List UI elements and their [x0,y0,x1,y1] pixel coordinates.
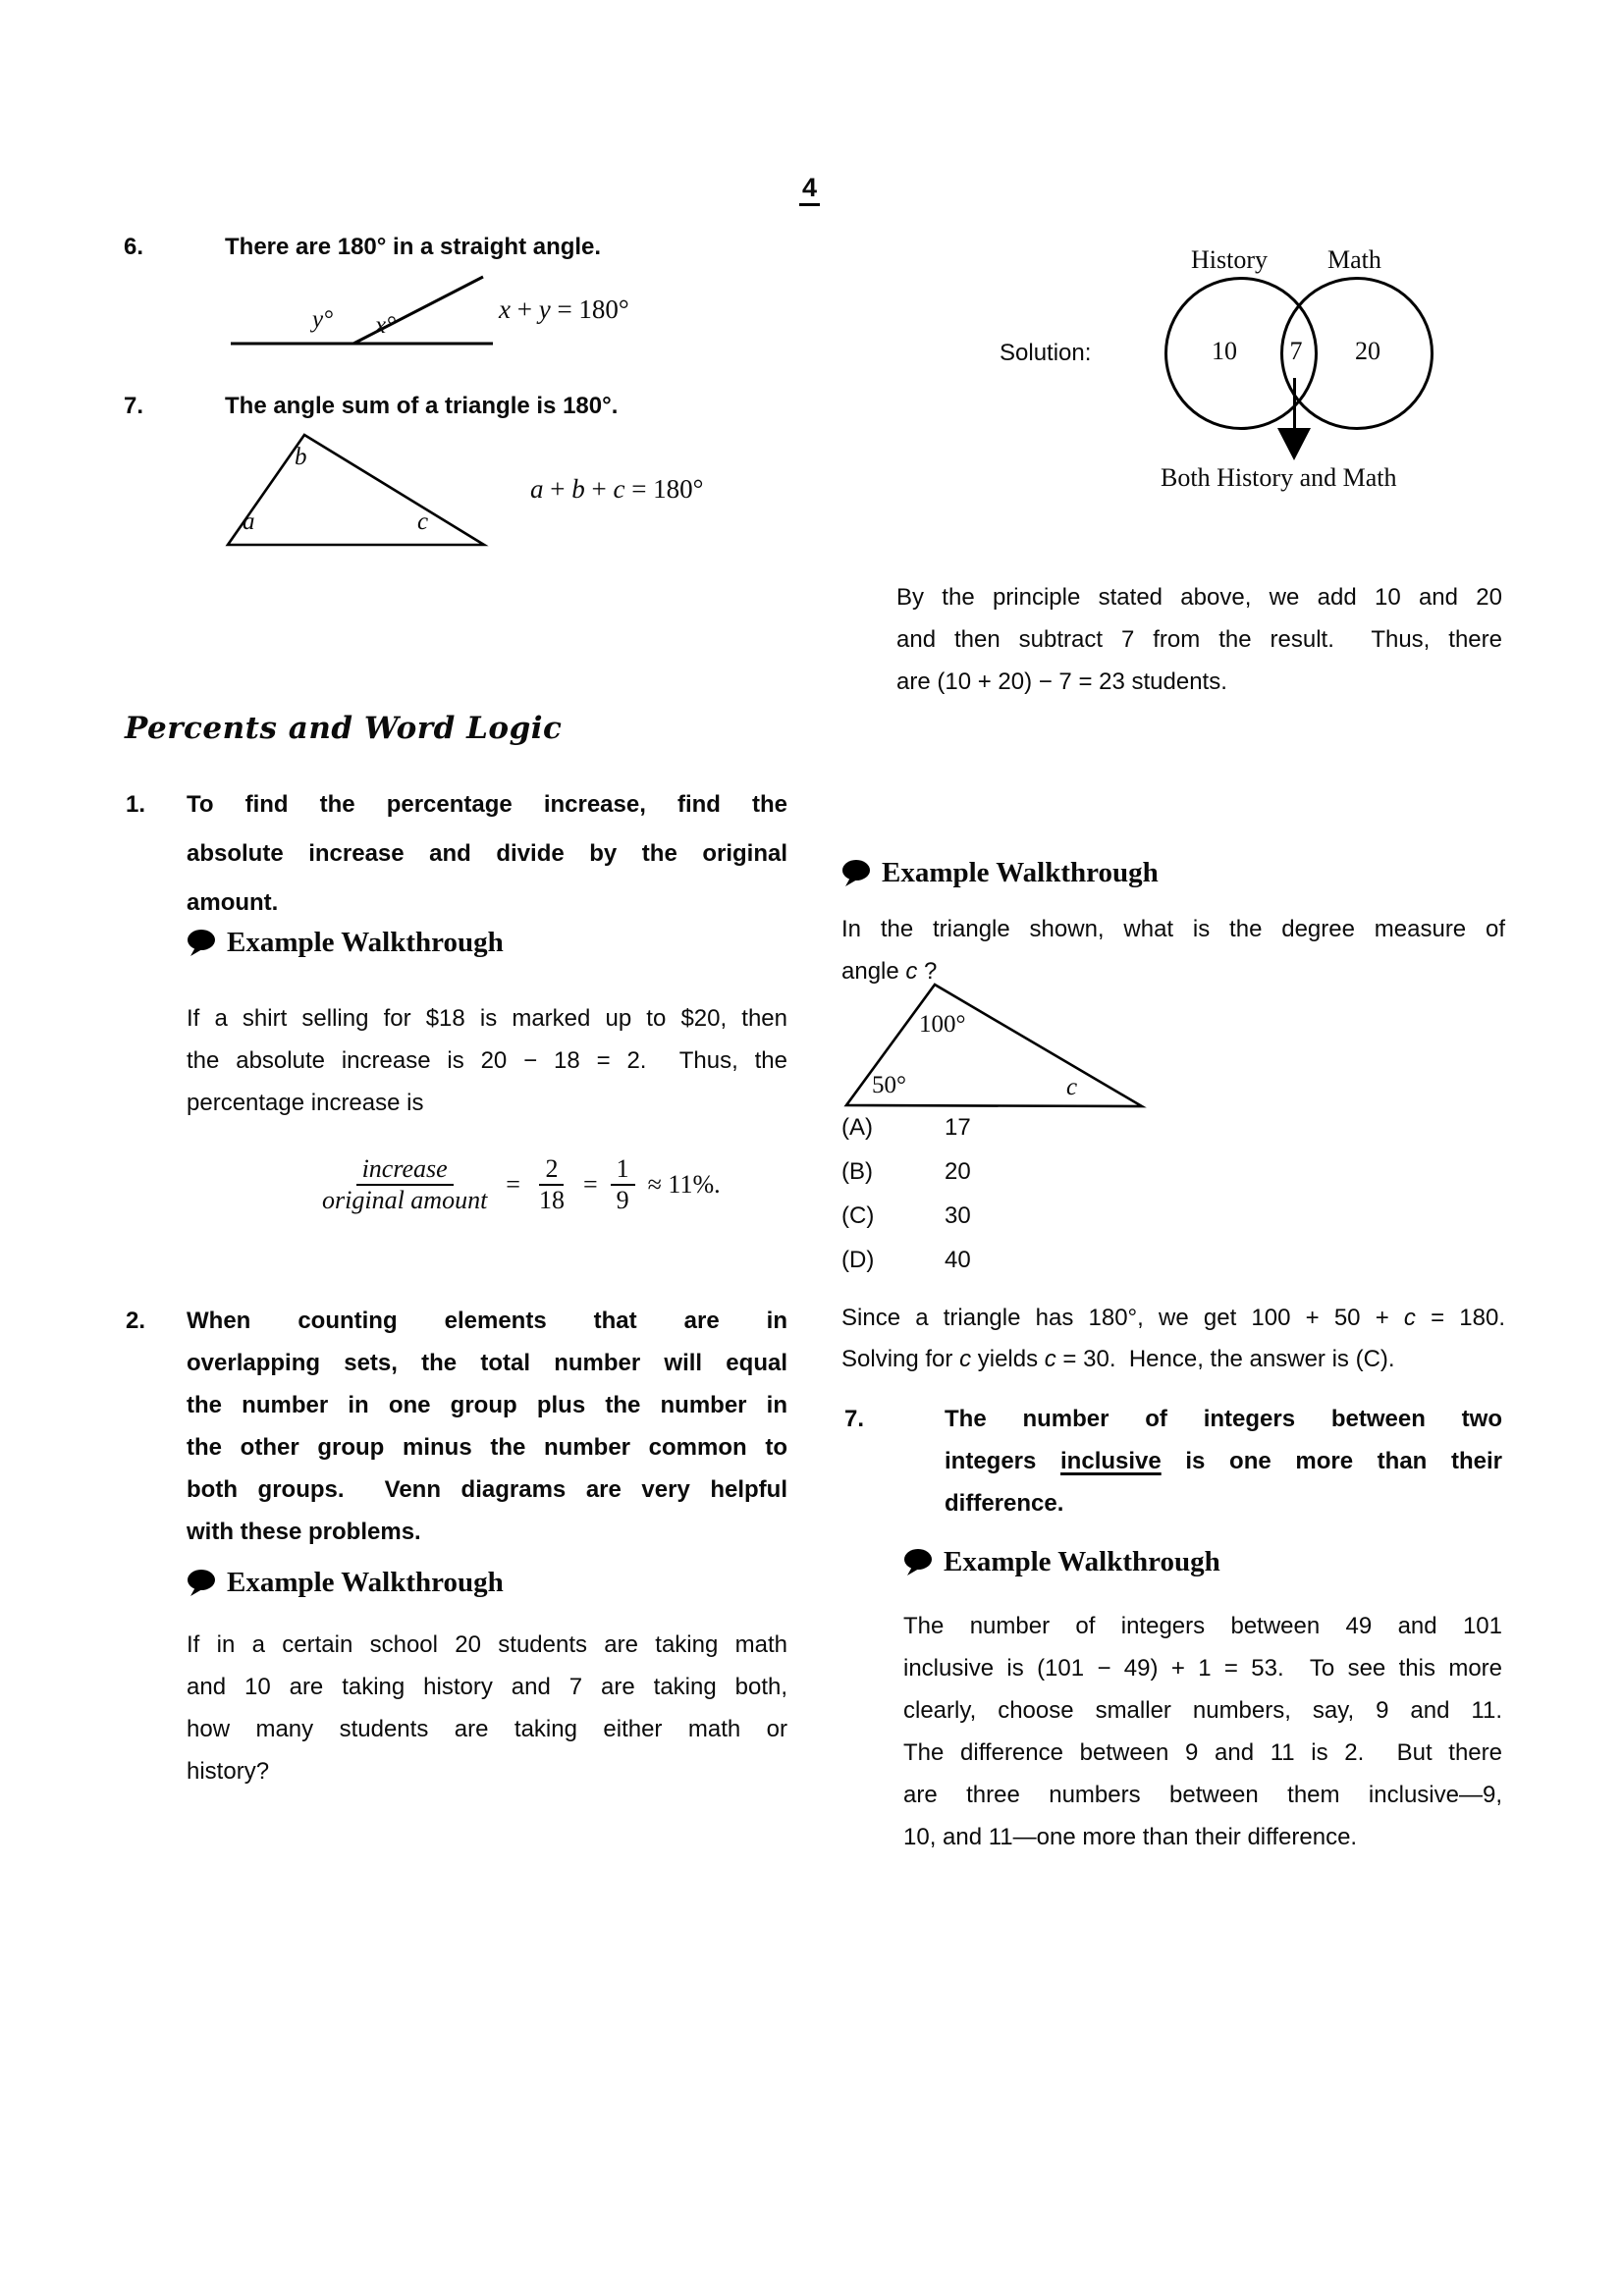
example-walkthrough-heading [903,1546,1220,1578]
variable-c: c [959,1346,972,1372]
page-number: 4 [799,173,820,203]
text-line: angle c ? [841,958,938,985]
example-walkthrough-heading [841,857,1159,889]
text-line: absolute increase and divide by the original [187,840,787,867]
venn-arrow-head [1277,428,1311,460]
item-7-number: 7. [124,393,144,419]
text-line: Since a triangle has 180°, we get 100 + 50 + c = 180. [841,1305,1506,1331]
text-line: When counting elements that are in [187,1308,787,1334]
fraction-increase: $\frac{\text{increase}}{\text{original amount}}$ [322,1154,488,1214]
text-line: clearly, choose smaller numbers, say, 9 and 11. [903,1697,1502,1724]
triangle-equation: a + b + c = 180° [530,474,704,504]
speech-bubble-icon [187,929,216,957]
fraction-1-9: $\frac{1}{9}$ [611,1154,635,1215]
text-line: the other group minus the number common to [187,1434,787,1461]
triangle-label-c: c [417,508,429,535]
text-line: are three numbers between them inclusive—9, [903,1782,1502,1808]
text-line: with these problems. [187,1519,421,1545]
straight-angle-figure [221,263,501,353]
variable-c: c [1044,1346,1056,1372]
speech-bubble-icon [841,859,871,887]
variable-c: c [905,958,918,985]
text-line: If in a certain school 20 students are taking math [187,1631,787,1658]
item-1-text [187,780,787,928]
example-walkthrough-label: Example Walkthrough [944,1546,1220,1577]
example-walkthrough-heading [187,1567,504,1599]
example-2-paragraph [187,1624,787,1792]
text-line: Solving for c yields c = 30. Hence, the answer is (C). [841,1346,1395,1372]
text-line: By the principle stated above, we add 10 and 20 [896,584,1502,611]
triangle-label-a: a [243,508,255,535]
choice-letter: (A) [841,1114,873,1141]
text-line: history? [187,1758,270,1785]
answer-choice [841,1149,971,1194]
text-line: The number of integers between two [945,1406,1502,1432]
example-walkthrough-label: Example Walkthrough [882,857,1159,888]
venn-caption: Both History and Math [1161,463,1397,492]
answer-choices [841,1105,971,1282]
choice-letter: (B) [841,1158,873,1185]
text-line: difference. [945,1490,1064,1517]
section-heading: Percents and Word Logic [125,711,563,746]
answer-choice [841,1105,971,1149]
text-line: The difference between 9 and 11 is 2. But there [903,1739,1502,1766]
triangle-figure [214,422,501,552]
item-7-right-text [945,1398,1502,1524]
text-line: both groups. Venn diagrams are very helpful [187,1476,787,1503]
solution-label: Solution: [1000,340,1092,366]
choice-value: 20 [945,1158,971,1185]
text-line: the absolute increase is 20 − 18 = 2. Thus, the [187,1047,787,1074]
text-line: amount. [187,889,279,916]
angle-x-label: x° [375,312,397,339]
equals-sign: = [506,1170,520,1199]
text-line: percentage increase is [187,1090,424,1116]
text-line: 10, and 11—one more than their difference. [903,1824,1358,1850]
choice-letter: (C) [841,1202,875,1229]
answer-choice [841,1238,971,1282]
venn-arrow [1293,378,1296,430]
item-7-title: The angle sum of a triangle is 180°. [225,393,619,419]
venn-count-history: 10 [1212,337,1237,365]
item-2-text [187,1300,787,1553]
text-line: are (10 + 20) − 7 = 23 students. [896,668,1227,695]
triangle-label-b: b [295,444,307,470]
text-line: overlapping sets, the total number will equal [187,1350,787,1376]
angle-c-label: c [1066,1074,1078,1100]
venn-count-both: 7 [1289,337,1303,365]
angle-100-label: 100° [919,1011,966,1038]
text-line: and 10 are taking history and 7 are taking both, [187,1674,787,1700]
equals-sign: = [582,1170,598,1199]
text-line: integers inclusive is one more than their [945,1448,1502,1474]
item-7-right-number: 7. [844,1406,865,1432]
text-line: inclusive is (101 − 49) + 1 = 53. To see this more [903,1655,1502,1682]
example-4-paragraph [903,1605,1502,1858]
venn-solution-paragraph [896,576,1502,703]
choice-value: 40 [945,1247,971,1273]
venn-label-math: Math [1327,245,1381,274]
text-line: the number in one group plus the number in [187,1392,787,1418]
example-1-paragraph [187,997,787,1124]
text-line: The number of integers between 49 and 101 [903,1613,1502,1639]
example-walkthrough-label: Example Walkthrough [227,927,504,958]
triangle-solution [841,1298,1505,1380]
venn-count-math: 20 [1355,337,1380,365]
approx-result: ≈ 11%. [647,1170,721,1199]
choice-value: 17 [945,1114,971,1141]
item-6-title: There are 180° in a straight angle. [225,234,602,260]
item-2-number: 2. [126,1308,146,1334]
text-line: In the triangle shown, what is the degree measure of [841,916,1505,942]
item-6-number: 6. [124,234,144,260]
fraction-2-18: $\frac{2}{18}$ [538,1154,565,1214]
inclusive-underlined: inclusive [1060,1448,1162,1474]
angle-50-label: 50° [872,1072,906,1098]
example-walkthrough-heading [187,927,504,959]
variable-c: c [1403,1305,1416,1331]
percentage-formula [316,1139,721,1231]
answer-choice [841,1194,971,1238]
speech-bubble-icon [903,1548,933,1576]
speech-bubble-icon [187,1569,216,1597]
venn-label-history: History [1191,245,1268,274]
example-walkthrough-label: Example Walkthrough [227,1567,504,1598]
text-line: and then subtract 7 from the result. Thus, there [896,626,1502,653]
choice-letter: (D) [841,1247,875,1273]
angle-y-label: y° [312,306,334,333]
text-line: how many students are taking either math or [187,1716,787,1742]
text-line: To find the percentage increase, find the [187,791,787,818]
item-1-number: 1. [126,791,146,818]
text-line: If a shirt selling for $18 is marked up to $20, then [187,1005,787,1032]
choice-value: 30 [945,1202,971,1229]
straight-angle-equation: x + y = 180° [499,294,629,324]
